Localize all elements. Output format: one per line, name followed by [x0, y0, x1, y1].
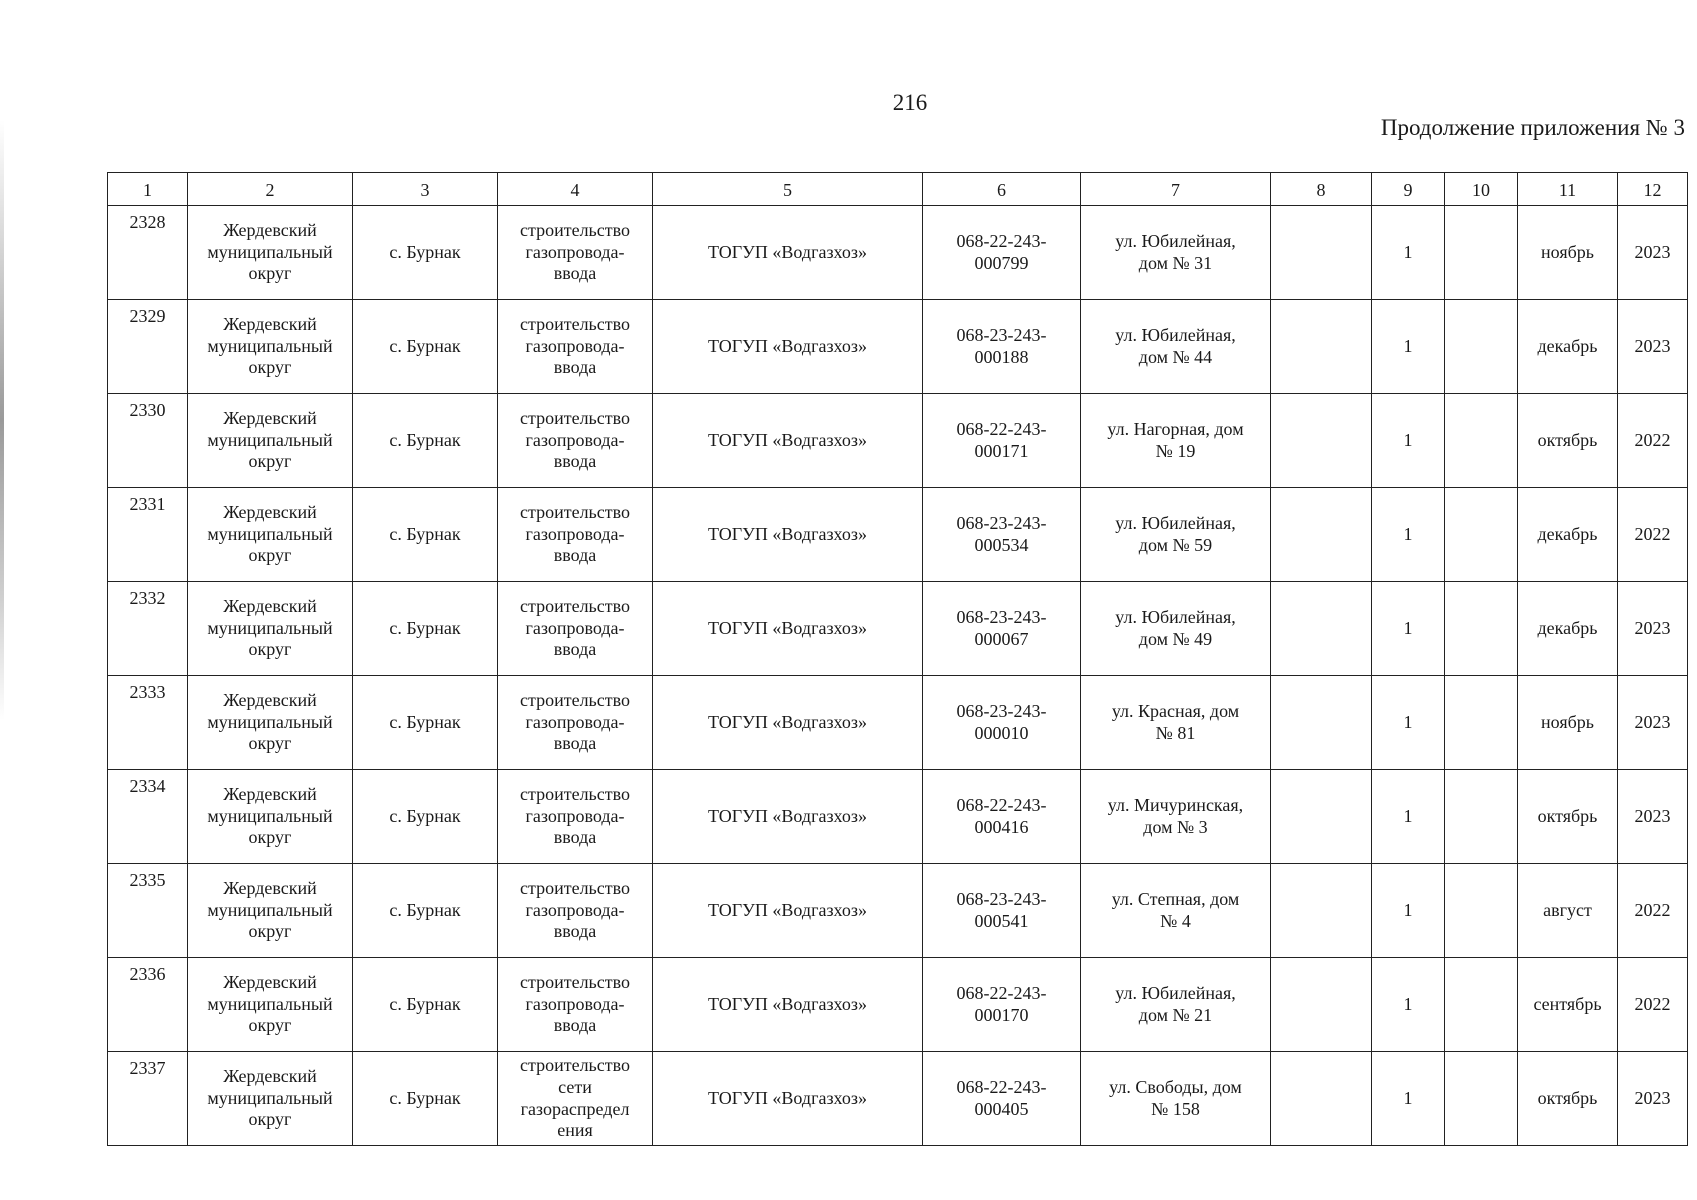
column-8-cell: [1271, 488, 1372, 582]
header-cell: 3: [353, 173, 498, 206]
year-cell: 2022: [1618, 864, 1688, 958]
district-cell-line: округ: [248, 1109, 292, 1130]
work-type-cell: [498, 582, 653, 676]
address-cell-line: № 81: [1155, 722, 1196, 743]
work-type-cell: [498, 1052, 653, 1146]
work-type-cell-line: строительство: [520, 220, 630, 241]
table-row: [108, 676, 1688, 770]
address-cell-line: дом № 21: [1138, 1004, 1213, 1025]
work-type-cell-line: строительство: [520, 596, 630, 617]
registry-code-cell-line: 000534: [974, 534, 1029, 555]
work-type-cell-line: ввода: [553, 451, 597, 472]
registry-code-cell: [923, 206, 1081, 300]
address-cell-line: ул. Нагорная, дом: [1107, 418, 1244, 439]
address-cell: [1081, 394, 1271, 488]
registry-code-cell-line: 000799: [974, 252, 1029, 273]
registry-code-cell-line: 000010: [974, 722, 1029, 743]
work-type-cell-line: ения: [557, 1120, 593, 1141]
work-type-cell-line: ввода: [553, 733, 597, 754]
work-type-cell-line: ввода: [553, 827, 597, 848]
header-cell: 6: [923, 173, 1081, 206]
month-cell: ноябрь: [1518, 206, 1618, 300]
quantity-cell: 1: [1372, 206, 1445, 300]
month-cell: сентябрь: [1518, 958, 1618, 1052]
row-number: 2329: [108, 300, 188, 394]
work-type-cell-line: газопровода-: [525, 241, 625, 262]
district-cell: [188, 958, 353, 1052]
work-type-cell-line: строительство: [520, 784, 630, 805]
district-cell-line: Жердевский: [223, 784, 317, 805]
district-cell-line: муниципальный: [207, 711, 333, 732]
registry-code-cell-line: 068-23-243-: [956, 324, 1047, 345]
table-row: [108, 582, 1688, 676]
header-cell: 1: [108, 173, 188, 206]
registry-code-cell: [923, 488, 1081, 582]
address-cell-line: дом № 44: [1138, 346, 1213, 367]
header-cell: 9: [1372, 173, 1445, 206]
address-cell-line: дом № 3: [1143, 816, 1208, 837]
table-row: [108, 770, 1688, 864]
district-cell-line: Жердевский: [223, 596, 317, 617]
locality-cell: с. Бурнак: [353, 770, 498, 864]
district-cell: [188, 300, 353, 394]
work-type-cell-line: сети: [558, 1076, 592, 1097]
organization-cell: ТОГУП «Водгазхоз»: [653, 300, 923, 394]
address-cell-line: ул. Красная, дом: [1111, 700, 1240, 721]
district-cell-line: округ: [248, 639, 292, 660]
registry-code-cell-line: 000171: [974, 440, 1029, 461]
row-number: 2333: [108, 676, 188, 770]
registry-code-cell: [923, 958, 1081, 1052]
district-cell-line: Жердевский: [223, 220, 317, 241]
table-row: [108, 1052, 1688, 1146]
address-cell-line: ул. Юбилейная,: [1115, 512, 1236, 533]
address-cell: [1081, 676, 1271, 770]
quantity-cell: 1: [1372, 770, 1445, 864]
work-type-cell: [498, 300, 653, 394]
registry-code-cell: [923, 1052, 1081, 1146]
district-cell-line: округ: [248, 1015, 292, 1036]
registry-code-cell-line: 000188: [974, 346, 1029, 367]
locality-cell: с. Бурнак: [353, 1052, 498, 1146]
district-cell: [188, 770, 353, 864]
registry-code-cell: [923, 864, 1081, 958]
address-cell-line: ул. Свободы, дом: [1109, 1076, 1242, 1097]
work-type-cell-line: строительство: [520, 408, 630, 429]
district-cell-line: муниципальный: [207, 523, 333, 544]
district-cell-line: Жердевский: [223, 502, 317, 523]
locality-cell: с. Бурнак: [353, 300, 498, 394]
address-cell-line: ул. Юбилейная,: [1115, 606, 1236, 627]
work-type-cell-line: строительство: [520, 502, 630, 523]
header-cell: 5: [653, 173, 923, 206]
work-type-cell-line: газопровода-: [525, 523, 625, 544]
organization-cell: ТОГУП «Водгазхоз»: [653, 1052, 923, 1146]
row-number: 2334: [108, 770, 188, 864]
gasification-register-table: [107, 172, 1688, 1146]
work-type-cell-line: ввода: [553, 357, 597, 378]
column-10-cell: [1445, 394, 1518, 488]
work-type-cell: [498, 676, 653, 770]
year-cell: 2023: [1618, 770, 1688, 864]
address-cell-line: дом № 31: [1138, 252, 1213, 273]
quantity-cell: 1: [1372, 582, 1445, 676]
address-cell-line: № 158: [1151, 1098, 1200, 1119]
page-number: 216: [892, 90, 928, 115]
locality-cell: с. Бурнак: [353, 206, 498, 300]
work-type-cell: [498, 770, 653, 864]
column-10-cell: [1445, 1052, 1518, 1146]
work-type-cell-line: газопровода-: [525, 335, 625, 356]
address-cell-line: № 4: [1160, 910, 1191, 931]
work-type-cell-line: газопровода-: [525, 993, 625, 1014]
district-cell-line: муниципальный: [207, 429, 333, 450]
district-cell-line: муниципальный: [207, 335, 333, 356]
organization-cell: ТОГУП «Водгазхоз»: [653, 582, 923, 676]
district-cell-line: муниципальный: [207, 993, 333, 1014]
row-number: 2335: [108, 864, 188, 958]
column-10-cell: [1445, 770, 1518, 864]
registry-code-cell: [923, 582, 1081, 676]
organization-cell: ТОГУП «Водгазхоз»: [653, 770, 923, 864]
address-cell-line: ул. Юбилейная,: [1115, 324, 1236, 345]
scan-edge-shadow: [0, 120, 4, 720]
address-cell: [1081, 488, 1271, 582]
district-cell: [188, 206, 353, 300]
district-cell-line: муниципальный: [207, 805, 333, 826]
address-cell: [1081, 770, 1271, 864]
registry-code-cell: [923, 676, 1081, 770]
address-cell-line: ул. Юбилейная,: [1115, 982, 1236, 1003]
table-row: [108, 488, 1688, 582]
district-cell-line: Жердевский: [223, 972, 317, 993]
district-cell-line: Жердевский: [223, 314, 317, 335]
month-cell: октябрь: [1518, 770, 1618, 864]
district-cell-line: Жердевский: [223, 878, 317, 899]
column-10-cell: [1445, 676, 1518, 770]
district-cell: [188, 582, 353, 676]
locality-cell: с. Бурнак: [353, 582, 498, 676]
work-type-cell-line: газопровода-: [525, 805, 625, 826]
header-cell: 11: [1518, 173, 1618, 206]
work-type-cell: [498, 958, 653, 1052]
row-number: 2330: [108, 394, 188, 488]
column-number-header-row: [108, 173, 1688, 206]
work-type-cell: [498, 394, 653, 488]
month-cell: декабрь: [1518, 488, 1618, 582]
year-cell: 2022: [1618, 488, 1688, 582]
work-type-cell: [498, 864, 653, 958]
district-cell: [188, 394, 353, 488]
registry-code-cell-line: 068-22-243-: [956, 794, 1047, 815]
registry-code-cell-line: 068-23-243-: [956, 606, 1047, 627]
registry-code-cell-line: 068-23-243-: [956, 512, 1047, 533]
registry-code-cell-line: 000541: [974, 910, 1029, 931]
row-number: 2331: [108, 488, 188, 582]
organization-cell: ТОГУП «Водгазхоз»: [653, 206, 923, 300]
registry-code-cell: [923, 300, 1081, 394]
district-cell-line: округ: [248, 451, 292, 472]
row-number: 2332: [108, 582, 188, 676]
month-cell: декабрь: [1518, 300, 1618, 394]
quantity-cell: 1: [1372, 300, 1445, 394]
column-8-cell: [1271, 394, 1372, 488]
registry-code-cell: [923, 770, 1081, 864]
appendix-continuation-note: Продолжение приложения № 3: [1380, 115, 1685, 140]
register-body: [108, 206, 1688, 1146]
header-cell: 10: [1445, 173, 1518, 206]
registry-code-cell-line: 068-22-243-: [956, 1076, 1047, 1097]
district-cell-line: Жердевский: [223, 408, 317, 429]
address-cell-line: дом № 49: [1138, 628, 1213, 649]
header-cell: 2: [188, 173, 353, 206]
district-cell: [188, 864, 353, 958]
address-cell-line: дом № 59: [1138, 534, 1213, 555]
work-type-cell: [498, 488, 653, 582]
column-8-cell: [1271, 582, 1372, 676]
locality-cell: с. Бурнак: [353, 488, 498, 582]
header-cell: 12: [1618, 173, 1688, 206]
column-8-cell: [1271, 864, 1372, 958]
year-cell: 2022: [1618, 394, 1688, 488]
work-type-cell-line: строительство: [520, 972, 630, 993]
work-type-cell-line: строительство: [520, 690, 630, 711]
registry-code-cell-line: 068-22-243-: [956, 418, 1047, 439]
address-cell: [1081, 206, 1271, 300]
work-type-cell-line: ввода: [553, 639, 597, 660]
column-8-cell: [1271, 958, 1372, 1052]
registry-code-cell: [923, 394, 1081, 488]
district-cell-line: округ: [248, 827, 292, 848]
organization-cell: ТОГУП «Водгазхоз»: [653, 864, 923, 958]
address-cell-line: ул. Мичуринская,: [1107, 794, 1244, 815]
month-cell: октябрь: [1518, 394, 1618, 488]
quantity-cell: 1: [1372, 1052, 1445, 1146]
year-cell: 2022: [1618, 958, 1688, 1052]
row-number: 2337: [108, 1052, 188, 1146]
quantity-cell: 1: [1372, 676, 1445, 770]
month-cell: декабрь: [1518, 582, 1618, 676]
header-cell: 4: [498, 173, 653, 206]
locality-cell: с. Бурнак: [353, 958, 498, 1052]
header-cell: 7: [1081, 173, 1271, 206]
work-type-cell-line: газопровода-: [525, 617, 625, 638]
registry-code-cell-line: 068-23-243-: [956, 888, 1047, 909]
registry-code-cell-line: 068-23-243-: [956, 700, 1047, 721]
district-cell-line: муниципальный: [207, 617, 333, 638]
registry-code-cell-line: 000067: [974, 628, 1029, 649]
district-cell-line: округ: [248, 357, 292, 378]
address-cell-line: ул. Степная, дом: [1111, 888, 1240, 909]
registry-code-cell-line: 000405: [974, 1098, 1029, 1119]
organization-cell: ТОГУП «Водгазхоз»: [653, 958, 923, 1052]
year-cell: 2023: [1618, 582, 1688, 676]
district-cell-line: муниципальный: [207, 899, 333, 920]
column-10-cell: [1445, 300, 1518, 394]
locality-cell: с. Бурнак: [353, 864, 498, 958]
work-type-cell-line: ввода: [553, 545, 597, 566]
quantity-cell: 1: [1372, 488, 1445, 582]
table-row: [108, 206, 1688, 300]
work-type-cell-line: строительство: [520, 878, 630, 899]
district-cell: [188, 488, 353, 582]
locality-cell: с. Бурнак: [353, 676, 498, 770]
column-8-cell: [1271, 1052, 1372, 1146]
column-10-cell: [1445, 958, 1518, 1052]
work-type-cell-line: газораспредел: [520, 1098, 630, 1119]
year-cell: 2023: [1618, 676, 1688, 770]
address-cell: [1081, 1052, 1271, 1146]
address-cell-line: ул. Юбилейная,: [1115, 230, 1236, 251]
table-row: [108, 864, 1688, 958]
work-type-cell-line: строительство: [520, 1055, 630, 1076]
year-cell: 2023: [1618, 300, 1688, 394]
column-10-cell: [1445, 864, 1518, 958]
row-number: 2328: [108, 206, 188, 300]
row-number: 2336: [108, 958, 188, 1052]
registry-code-cell-line: 068-22-243-: [956, 982, 1047, 1003]
work-type-cell-line: газопровода-: [525, 429, 625, 450]
district-cell-line: Жердевский: [223, 1066, 317, 1087]
address-cell-line: № 19: [1155, 440, 1196, 461]
quantity-cell: 1: [1372, 864, 1445, 958]
registry-code-cell-line: 000170: [974, 1004, 1029, 1025]
column-10-cell: [1445, 206, 1518, 300]
organization-cell: ТОГУП «Водгазхоз»: [653, 488, 923, 582]
district-cell-line: муниципальный: [207, 241, 333, 262]
work-type-cell: [498, 206, 653, 300]
district-cell-line: Жердевский: [223, 690, 317, 711]
work-type-cell-line: ввода: [553, 921, 597, 942]
work-type-cell-line: газопровода-: [525, 711, 625, 732]
month-cell: август: [1518, 864, 1618, 958]
month-cell: ноябрь: [1518, 676, 1618, 770]
column-8-cell: [1271, 206, 1372, 300]
locality-cell: с. Бурнак: [353, 394, 498, 488]
district-cell-line: округ: [248, 733, 292, 754]
district-cell-line: округ: [248, 263, 292, 284]
registry-code-cell-line: 068-22-243-: [956, 230, 1047, 251]
header-cell: 8: [1271, 173, 1372, 206]
district-cell: [188, 676, 353, 770]
work-type-cell-line: ввода: [553, 263, 597, 284]
column-8-cell: [1271, 300, 1372, 394]
organization-cell: ТОГУП «Водгазхоз»: [653, 676, 923, 770]
table-row: [108, 958, 1688, 1052]
organization-cell: ТОГУП «Водгазхоз»: [653, 394, 923, 488]
district-cell-line: округ: [248, 921, 292, 942]
quantity-cell: 1: [1372, 394, 1445, 488]
column-8-cell: [1271, 770, 1372, 864]
year-cell: 2023: [1618, 206, 1688, 300]
column-10-cell: [1445, 582, 1518, 676]
district-cell-line: округ: [248, 545, 292, 566]
district-cell-line: муниципальный: [207, 1087, 333, 1108]
quantity-cell: 1: [1372, 958, 1445, 1052]
table-row: [108, 300, 1688, 394]
work-type-cell-line: ввода: [553, 1015, 597, 1036]
column-10-cell: [1445, 488, 1518, 582]
work-type-cell-line: строительство: [520, 314, 630, 335]
year-cell: 2023: [1618, 1052, 1688, 1146]
address-cell: [1081, 582, 1271, 676]
registry-code-cell-line: 000416: [974, 816, 1029, 837]
district-cell: [188, 1052, 353, 1146]
month-cell: октябрь: [1518, 1052, 1618, 1146]
address-cell: [1081, 958, 1271, 1052]
column-8-cell: [1271, 676, 1372, 770]
address-cell: [1081, 300, 1271, 394]
work-type-cell-line: газопровода-: [525, 899, 625, 920]
address-cell: [1081, 864, 1271, 958]
table-row: [108, 394, 1688, 488]
